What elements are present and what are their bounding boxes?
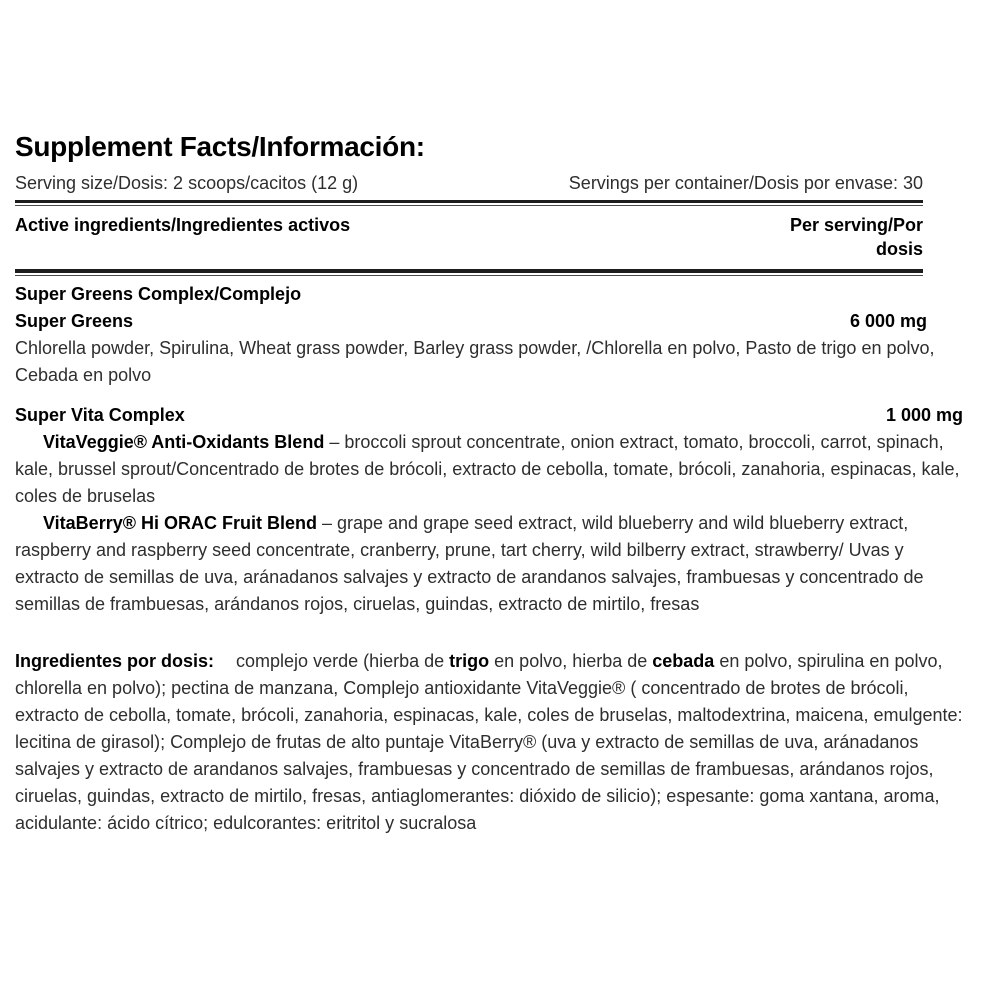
super-greens-complex-title: Super Greens Complex/Complejo [15,284,302,304]
supplement-facts-label [15,131,963,837]
serving-row [15,173,923,200]
vitaberry-blend-name: VitaBerry® Hi ORAC Fruit Blend [43,513,317,533]
ingredientes-part1: complejo verde (hierba de [236,651,450,671]
super-greens-amount: 6 000 mg [849,311,927,331]
ingredientes-part3: en polvo, spirulina en polvo, chlorella en polvo); pectina de manzana, Complejo antioxidante VitaVeggie® ( concentrado de brotes de brócoli, extracto de cebolla, tomate, brócoli, zanahoria, espinacas, kale, coles de bruselas, maltodextrina, maicena, emulgente: lecitina de girasol); Complejo de frutas de alto puntaje VitaBerry® (uva y extracto de semillas de uva, aránadanos salvajes y extracto de arandanos salvajes, frambuesas y concentrado de semillas de frambuesas, arándanos rojos, ciruelas, guindas, extracto de mirtilo, fresas, antiaglomerantes: dióxido de silicio); espesante: goma xantana, aroma, acidulante: ácido cítrico; edulcorantes: eritritol y sucralosa [15,651,963,833]
per-serving-heading: Per serving/Por dosis [789,215,923,259]
ingredientes-bold-trigo: trigo [449,651,490,671]
vitaberry-blend-paragraph [15,510,963,618]
active-ingredients-heading: Active ingredients/Ingredientes activos [15,215,351,235]
ingredientes-por-dosis-label: Ingredientes por dosis: [15,651,215,671]
super-vita-row [15,402,963,429]
vitaveggie-blend-name: VitaVeggie® Anti-Oxidants Blend [43,432,325,452]
ingredientes-bold-cebada: cebada [652,651,715,671]
ingredients-header-row [15,206,923,269]
servings-per-container-text: Servings per container/Dosis por envase: 30 [568,173,923,193]
super-vita-amount: 1 000 mg [885,405,963,425]
divider-rule-header [15,269,923,276]
label-title: Supplement Facts/Información: [15,131,425,162]
vitaveggie-blend-description: – broccoli sprout concentrate, onion extract, tomato, broccoli, carrot, spinach, kale, brussel sprout/Concentrado de brotes de brócoli, extracto de cebolla, tomate, brócoli, zanahoria, espinacas, kale, coles de bruselas [15,432,960,506]
vitaveggie-blend-paragraph [15,429,963,510]
ingredientes-por-dosis-paragraph [15,648,963,837]
vitaberry-blend-description: – grape and grape seed extract, wild blueberry and wild blueberry extract, raspberry and raspberry seed concentrate, cranberry, prune, tart cherry, wild bilberry extract, strawberry/ Uvas y extracto de semillas de uva, aránadanos salvajes y extracto de arandanos salvajes, frambuesas y concentrado de semillas de frambuesas, arándanos rojos, ciruelas, guindas, extracto de mirtilo, fresas [15,513,924,614]
super-vita-name: Super Vita Complex [15,405,185,425]
super-greens-row [15,308,927,335]
super-greens-description: Chlorella powder, Spirulina, Wheat grass powder, Barley grass powder, /Chlorella en polvo, Pasto de trigo en polvo, Cebada en polvo [15,338,935,385]
serving-size-text: Serving size/Dosis: 2 scoops/cacitos (12 g) [15,173,359,193]
ingredientes-part2: en polvo, hierba de [489,651,653,671]
super-greens-name: Super Greens [15,311,134,331]
